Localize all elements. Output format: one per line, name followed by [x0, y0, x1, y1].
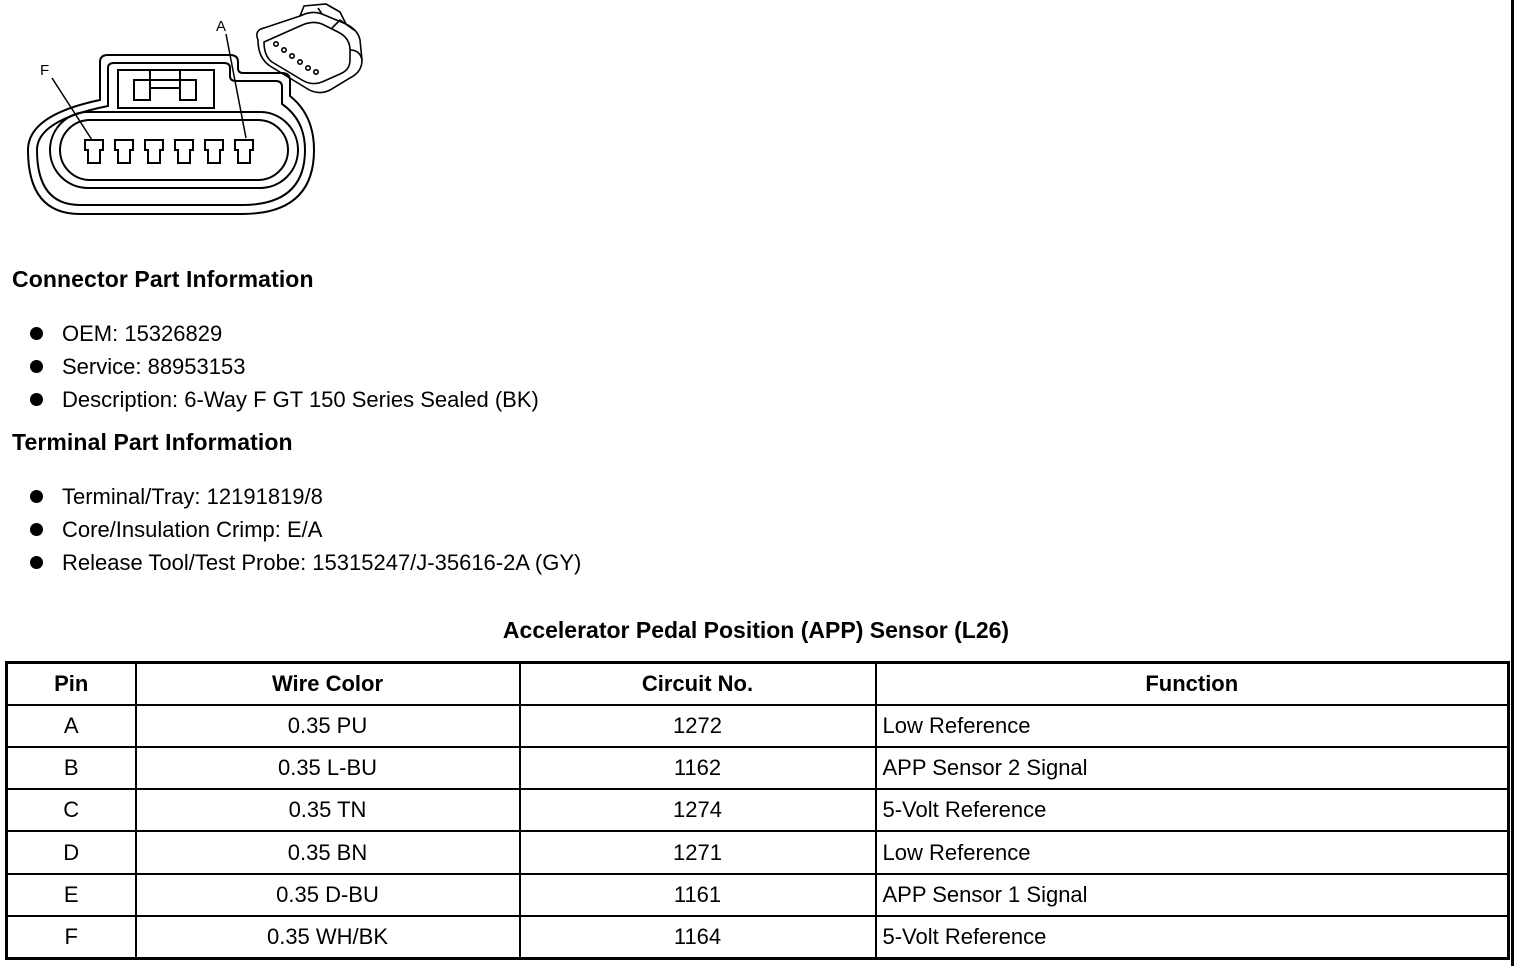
connector-description: Description: 6-Way F GT 150 Series Sealed (BK): [62, 387, 539, 412]
terminal-part-list: [28, 480, 581, 579]
circuit-cell: 1162: [520, 747, 876, 789]
list-item: [28, 350, 539, 383]
pin-label-a: A: [216, 18, 227, 35]
pin-cell: B: [7, 747, 136, 789]
header-function: Function: [876, 663, 1509, 706]
pin-cell: C: [7, 789, 136, 831]
table-row: [7, 916, 1509, 959]
function-cell: Low Reference: [876, 831, 1509, 873]
function-cell: APP Sensor 2 Signal: [876, 747, 1509, 789]
wire-color-cell: 0.35 WH/BK: [136, 916, 520, 959]
right-border-line: [1511, 0, 1514, 966]
wire-color-cell: 0.35 L-BU: [136, 747, 520, 789]
wire-color-cell: 0.35 D-BU: [136, 874, 520, 916]
function-cell: Low Reference: [876, 705, 1509, 747]
connector-perspective-icon: [257, 4, 362, 93]
wire-color-cell: 0.35 TN: [136, 789, 520, 831]
function-cell: 5-Volt Reference: [876, 789, 1509, 831]
header-wire-color: Wire Color: [136, 663, 520, 706]
pin-cell: A: [7, 705, 136, 747]
terminal-tray: Terminal/Tray: 12191819/8: [62, 484, 323, 509]
table-row: [7, 705, 1509, 747]
table-header-row: [7, 663, 1509, 706]
circuit-cell: 1274: [520, 789, 876, 831]
terminal-part-heading: Terminal Part Information: [12, 429, 293, 455]
connector-oem: OEM: 15326829: [62, 321, 223, 346]
terminal-release-tool: Release Tool/Test Probe: 15315247/J-35616-2A (GY): [62, 550, 582, 575]
list-item: [28, 317, 539, 350]
connector-part-heading: Connector Part Information: [12, 266, 314, 292]
terminal-crimp: Core/Insulation Crimp: E/A: [62, 517, 323, 542]
wire-color-cell: 0.35 PU: [136, 705, 520, 747]
table-row: [7, 747, 1509, 789]
header-circuit-no: Circuit No.: [520, 663, 876, 706]
function-cell: APP Sensor 1 Signal: [876, 874, 1509, 916]
table-row: [7, 874, 1509, 916]
connector-face: [28, 55, 314, 214]
function-cell: 5-Volt Reference: [876, 916, 1509, 959]
circuit-cell: 1272: [520, 705, 876, 747]
list-item: [28, 513, 581, 546]
pin-cell: F: [7, 916, 136, 959]
wire-color-cell: 0.35 BN: [136, 831, 520, 873]
bullet-icon: [30, 490, 43, 503]
circuit-cell: 1161: [520, 874, 876, 916]
connector-service: Service: 88953153: [62, 354, 246, 379]
pin-cavities: [85, 140, 253, 163]
bullet-icon: [30, 393, 43, 406]
circuit-cell: 1271: [520, 831, 876, 873]
table-title: Accelerator Pedal Position (APP) Sensor (L26): [502, 617, 1010, 643]
circuit-cell: 1164: [520, 916, 876, 959]
list-item: [28, 383, 539, 416]
table-row: [7, 789, 1509, 831]
pinout-table: [5, 661, 1510, 960]
bullet-icon: [30, 360, 43, 373]
bullet-icon: [30, 523, 43, 536]
bullet-icon: [30, 327, 43, 340]
pin-cell: D: [7, 831, 136, 873]
table-row: [7, 831, 1509, 873]
connector-part-list: [28, 317, 539, 416]
list-item: [28, 546, 581, 579]
pin-cell: E: [7, 874, 136, 916]
header-pin: Pin: [7, 663, 136, 706]
list-item: [28, 480, 581, 513]
pin-label-f: F: [40, 62, 50, 79]
connector-diagram: [0, 0, 400, 230]
bullet-icon: [30, 556, 43, 569]
